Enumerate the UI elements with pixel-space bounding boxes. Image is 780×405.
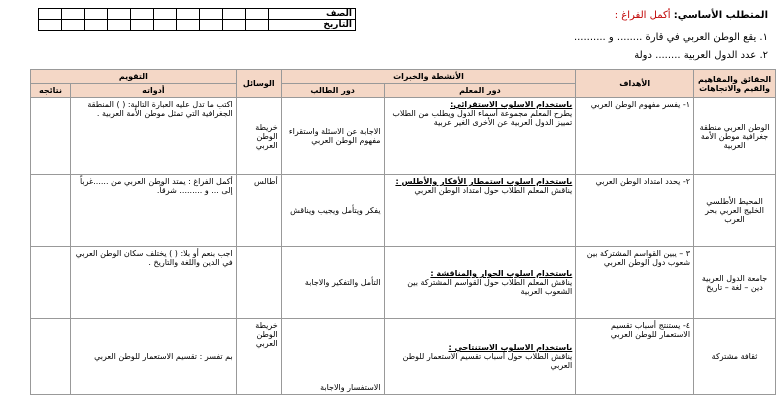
grid-cell [131, 20, 154, 31]
grid-cell [154, 20, 177, 31]
facts-cell: المحيط الأطلسي الخليج العربي بحر العرب [694, 175, 776, 247]
grid-cell [154, 9, 177, 20]
grid-cell [85, 20, 108, 31]
grid-cell [223, 20, 246, 31]
student-cell: يفكر ويتأمل ويجيب ويناقش [281, 175, 384, 247]
teacher-text: يناقش المعلم الطلاب حول امتداد الوطن العربي [414, 186, 573, 195]
grid-cell [200, 20, 223, 31]
grid-cell [39, 9, 62, 20]
tools-header: الوسائل [236, 70, 281, 98]
objective-cell: ٣ – يبين القواسم المشتركة بين شعوب دول الوطن العربي [576, 247, 694, 319]
teacher-text: يناقش الطلاب حول أسباب تقسيم الاستعمار للوطن العربي [402, 352, 573, 370]
grid-cell [223, 9, 246, 20]
tools-cell: أطالس [236, 175, 281, 247]
results-cell [31, 319, 71, 395]
grid-cell [177, 9, 200, 20]
grid-cell [131, 9, 154, 20]
facts-cell: ثقافة مشتركة [694, 319, 776, 395]
class-date-grid [38, 8, 356, 31]
grid-cell [39, 20, 62, 31]
eval-cell: اجب بنعم أو بلا: ( ) يختلف سكان الوطن العربي في الدين واللغة والتاريخ . [71, 247, 237, 319]
facts-cell: جامعة الدول العربية دين – لغة – تاريخ [694, 247, 776, 319]
requirement-label: المتطلب الأساسي: [673, 10, 768, 21]
objective-cell: ٢- يحدد امتداد الوطن العربي [576, 175, 694, 247]
grid-cell [108, 9, 131, 20]
results-header: نتائجه [31, 84, 71, 98]
results-cell [31, 98, 71, 175]
eval-cell: اكتب ما تدل عليه العبارة التالية: ( ) المنطقة الجغرافية التي تمثل موطن الأمة العربية . [71, 98, 237, 175]
grid-cell [62, 9, 85, 20]
grid-cell [62, 20, 85, 31]
eval-cell: بم تفسر : تقسيم الاستعمار للوطن العربي [71, 319, 237, 395]
student-cell: الاجابة عن الاسئلة واستقراء مفهوم الوطن العربي [281, 98, 384, 175]
eval-cell: أكمل الفراغ : يمتد الوطن العربي من ......غرباً إلى ... و ......... شرقاً. [71, 175, 237, 247]
activities-header: الأنشطة والخبرات [281, 70, 576, 84]
student-cell: التأمل والتفكير والاجابة [281, 247, 384, 319]
grid-cell [85, 9, 108, 20]
eval-tools-header: أدواته [71, 84, 237, 98]
date-label: التاريخ [269, 20, 356, 31]
objective-cell: ١- يفسر مفهوم الوطن العربي [576, 98, 694, 175]
student-header: دور الطالب [281, 84, 384, 98]
teacher-cell [384, 98, 576, 175]
grid-cell [177, 20, 200, 31]
question-1: ١. يقع الوطن العربي في قارة ........ و .......... [573, 32, 768, 43]
teacher-text: يناقش المعلم الطلاب حول القواسم المشتركة بين الشعوب العربية [407, 278, 573, 296]
teacher-cell [384, 247, 576, 319]
grid-cell [246, 9, 269, 20]
question-2: ٢. عدد الدول العربية ........ دولة [634, 50, 768, 61]
teacher-method: باستخدام الاسلوب الاستنتاجي : [448, 343, 573, 352]
evaluation-header: التقويم [31, 70, 237, 84]
tools-cell: خريطة الوطن العربي [236, 98, 281, 175]
requirement [615, 10, 768, 21]
class-label: الصف [269, 9, 356, 20]
tools-cell [236, 247, 281, 319]
teacher-cell [384, 175, 576, 247]
lesson-plan-table [30, 69, 776, 395]
facts-header: الحقائق والمفاهيم والقيم والاتجاهات [694, 70, 776, 98]
table-row [31, 98, 776, 175]
teacher-header: دور المعلم [384, 84, 576, 98]
teacher-method: باستخدام الاسلوب الاستقرائي: [450, 100, 573, 109]
fill-label: أكمل الفراغ : [614, 10, 671, 21]
objectives-header: الأهداف [576, 70, 694, 98]
results-cell [31, 247, 71, 319]
table-row [31, 247, 776, 319]
facts-cell: الوطن العربي منطقة جغرافية موطن الأمة العربية [694, 98, 776, 175]
teacher-method: باستخدام اسلوب استمطار الأفكار والأطلس : [395, 177, 573, 186]
teacher-text: يطرح المعلم مجموعة أسماء الدول ويطلب من الطلاب تمييز الدول العربية عن الأخرى الغير عربية [392, 109, 573, 127]
table-row [31, 319, 776, 395]
teacher-cell [384, 319, 576, 395]
table-row [31, 175, 776, 247]
grid-cell [246, 20, 269, 31]
student-cell: الاستفسار والاجابة [281, 319, 384, 395]
grid-cell [108, 20, 131, 31]
grid-cell [200, 9, 223, 20]
tools-cell: خريطة الوطن العربي [236, 319, 281, 395]
results-cell [31, 175, 71, 247]
teacher-method: باستخدام اسلوب الحوار والمناقشة : [430, 269, 573, 278]
objective-cell: ٤- يستنتج أسباب تقسيم الاستعمار للوطن العربي [576, 319, 694, 395]
